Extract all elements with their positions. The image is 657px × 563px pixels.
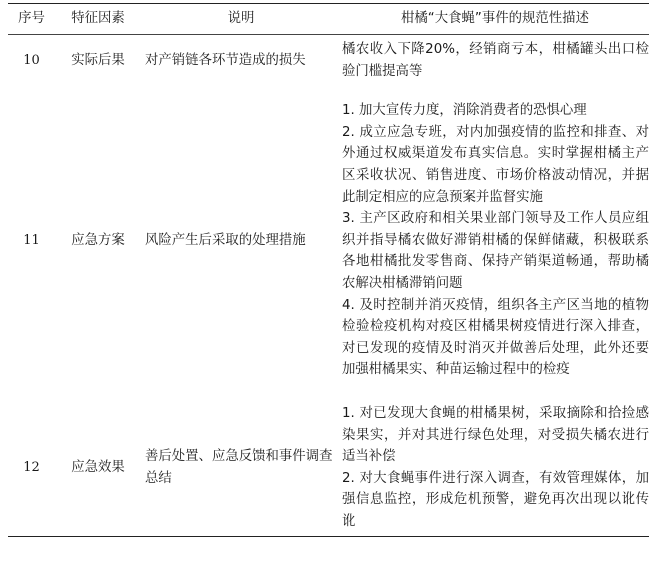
row-explanation: 善后处置、应急反馈和事件调查总结: [141, 389, 341, 537]
row-normative-description: [341, 90, 649, 389]
description-paragraph: 4. 及时控制并消灭疫情，组织各主产区当地的植物检验检疫机构对疫区柑橘果树疫情进行深入排查，对已发现的疫情及时消灭并做善后处理，此外还要加强柑橘果实、种苗运输过程中的检疫: [342, 297, 649, 378]
table-row: [8, 35, 649, 91]
row-normative-description: [341, 389, 649, 537]
table-body: [8, 35, 649, 537]
header-feature-factor: 特征因素: [55, 4, 141, 35]
norm-description-table: [8, 3, 649, 537]
table-row: [8, 389, 649, 537]
description-paragraph: 3. 主产区政府和相关果业部门领导及工作人员应组织并指导橘农做好滞销柑橘的保鲜储藏，积极联系各地柑橘批发零售商、保持产销渠道畅通，帮助橘农解决柑橘滞销问题: [342, 211, 649, 291]
description-paragraph: 1. 加大宣传力度，消除消费者的恐惧心理: [342, 103, 587, 119]
row-serial-number: 11: [23, 232, 40, 248]
description-paragraph: 2. 成立应急专班，对内加强疫情的监控和排查、对外通过权威渠道发布真实信息。实时掌握柑橘主产区采收状况、销售进度、市场价格波动情况，并据此制定相应的应急预案并监督实施: [342, 124, 649, 205]
table-row: [8, 90, 649, 389]
header-row: [8, 4, 649, 35]
row-explanation: 对产销链各环节造成的损失: [145, 52, 306, 68]
row-normative-description: [341, 35, 649, 91]
description-paragraph: 1. 对已发现大食蝇的柑橘果树，采取摘除和拾捡感染果实，并对其进行绿色处理，对受损失橘农进行适当补偿: [342, 405, 649, 465]
description-paragraph: 2. 对大食蝇事件进行深入调查，有效管理媒体，加强信息监控，形成危机预警，避免再次出现以讹传讹: [342, 470, 649, 529]
row-feature-factor: 实际后果: [71, 52, 125, 68]
row-serial-number: 12: [8, 389, 55, 537]
row-feature-factor: 应急效果: [55, 389, 141, 537]
row-explanation: 风险产生后采取的处理措施: [145, 232, 306, 248]
row-serial-number: 10: [23, 52, 40, 68]
header-normative-description: 柑橘“大食蝇”事件的规范性描述: [341, 4, 649, 35]
description-paragraph: 橘农收入下降20%，经销商亏本，柑橘罐头出口检验门槛提高等: [342, 42, 649, 79]
header-serial-number: 序号: [8, 4, 55, 35]
header-explanation: 说明: [141, 4, 341, 35]
row-feature-factor: 应急方案: [71, 232, 125, 248]
table-header: [8, 4, 649, 35]
